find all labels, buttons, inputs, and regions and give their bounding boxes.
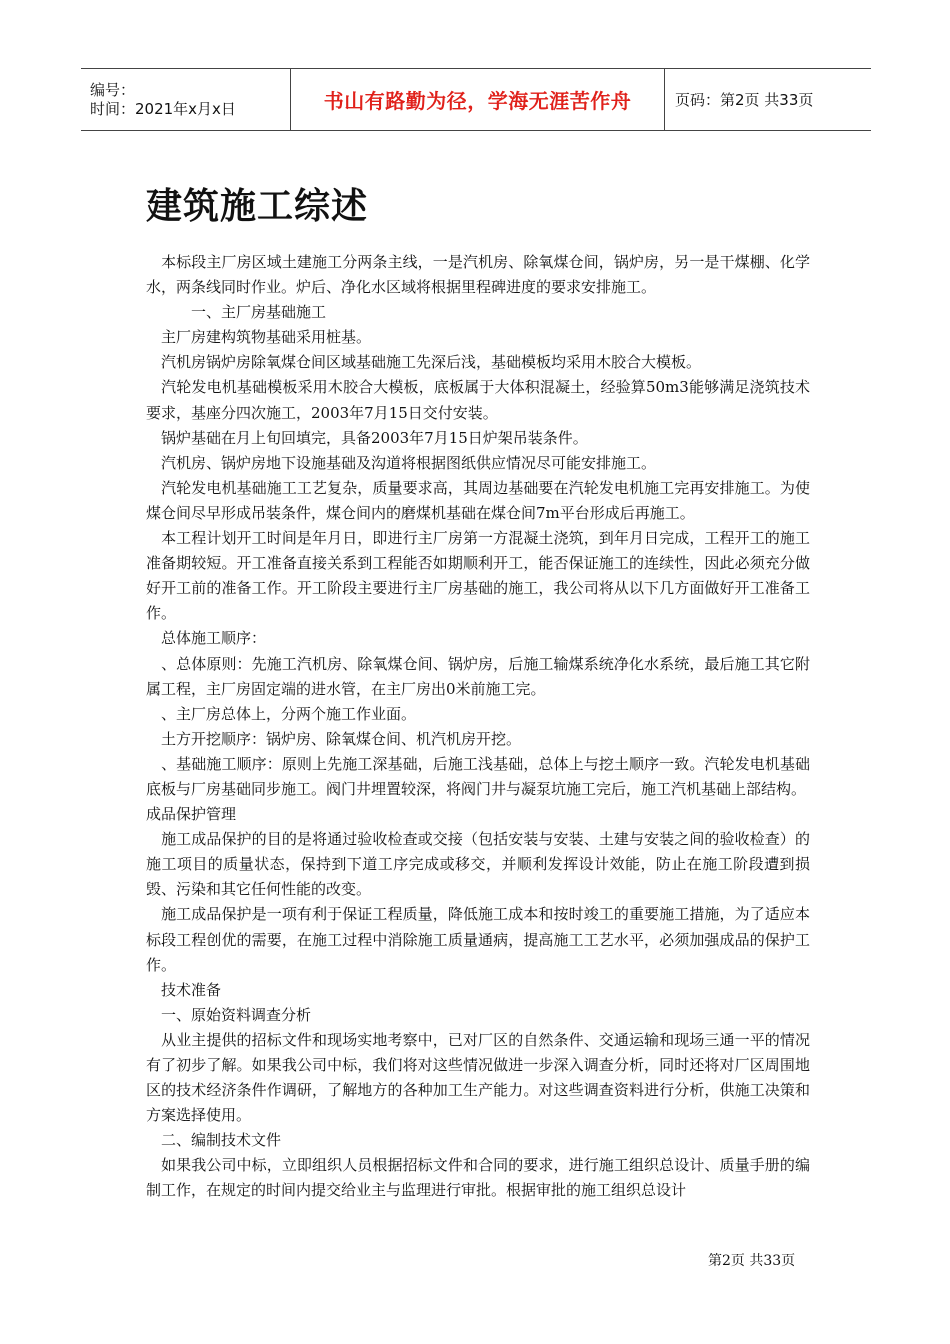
- header-page-cell: [665, 69, 871, 130]
- header-motto-cell: [290, 69, 665, 130]
- body-paragraph: 施工成品保护的目的是将通过验收检查或交接（包括安装与安装、土建与安装之间的验收检查）的施工项目的质量状态，保持到下道工序完成或移交，并顺利发挥设计效能，防止在施工阶段遭到损毁、污染和其它任何性能的改变。: [146, 830, 810, 899]
- body-paragraph: 本标段主厂房区域土建施工分两条主线，一是汽机房、除氧煤仓间，锅炉房，另一是干煤棚、化学水，两条线同时作业。炉后、净化水区域将根据里程碑进度的要求安排施工。: [146, 253, 810, 297]
- body-paragraph: 汽轮发电机基础施工工艺复杂，质量要求高，其周边基础要在汽轮发电机施工完再安排施工。为使煤仓间尽早形成吊装条件，煤仓间内的磨煤机基础在煤仓间7m平台形成后再施工。: [146, 478, 810, 522]
- body-paragraph: 、总体原则：先施工汽机房、除氧煤仓间、锅炉房，后施工输煤系统净化水系统，最后施工其它附属工程，主厂房固定端的进水管，在主厂房出0米前施工完。: [146, 654, 810, 698]
- body-paragraph: 成品保护管理: [146, 805, 237, 824]
- header-page-number: 页码：第2页 共33页: [675, 91, 814, 109]
- body-paragraph: 总体施工顺序：: [146, 629, 267, 648]
- body-paragraph: 本工程计划开工时间是年月日，即进行主厂房第一方混凝土浇筑，到年月日完成，工程开工的施工准备期较短。开工准备直接关系到工程能否如期顺利开工，能否保证施工的连续性，因此必须充分做好开工前的准备工作。开工阶段主要进行主厂房基础的施工，我公司将从以下几方面做好开工准备工作。: [146, 529, 810, 623]
- page-footer: 第2页 共33页: [708, 1253, 796, 1269]
- body-paragraph: 、主厂房总体上，分两个施工作业面。: [146, 704, 417, 723]
- body-paragraph: 主厂房建构筑物基础采用桩基。: [146, 328, 372, 347]
- header-motto: 书山有路勤为径，学海无涯苦作舟: [323, 89, 632, 113]
- document-title: 建筑施工综述: [146, 186, 369, 227]
- body-paragraph: 、基础施工顺序：原则上先施工深基础，后施工浅基础，总体上与挖土顺序一致。汽轮发电机基础底板与厂房基础同步施工。阀门井埋置较深，将阀门井与凝泵坑施工完后，施工汽机基础上部结构。: [146, 754, 810, 798]
- body-paragraph: 如果我公司中标，立即组织人员根据招标文件和合同的要求，进行施工组织总设计、质量手册的编制工作，在规定的时间内提交给业主与监理进行审批。根据审批的施工组织总设计: [146, 1156, 810, 1200]
- body-paragraph: 汽机房锅炉房除氧煤仓间区域基础施工先深后浅，基础模板均采用木胶合大模板。: [146, 353, 702, 372]
- document-number: 编号：: [90, 80, 136, 99]
- body-paragraph: 一、原始资料调查分析: [146, 1005, 312, 1024]
- body-paragraph: 一、主厂房基础施工: [146, 303, 327, 322]
- body-paragraph: 从业主提供的招标文件和现场实地考察中，已对厂区的自然条件、交通运输和现场三通一平的情况有了初步了解。如果我公司中标，我们将对这些情况做进一步深入调查分析，同时还将对厂区周围地区的技术经济条件作调研，了解地方的各种加工生产能力。对这些调查资料进行分析，供施工决策和方案选择使用。: [146, 1030, 810, 1125]
- body-paragraph: 技术准备: [146, 980, 222, 999]
- body-paragraph: 二、编制技术文件: [146, 1131, 282, 1150]
- body-paragraph: 土方开挖顺序：锅炉房、除氧煤仓间、机汽机房开挖。: [146, 729, 522, 748]
- page-header: [81, 68, 871, 131]
- body-paragraph: 汽轮发电机基础模板采用木胶合大模板，底板属于大体积混凝土，经验算50m3能够满足浇筑技术要求，基座分四次施工，2003年7月15日交付安装。: [146, 378, 810, 422]
- body-paragraph: 汽机房、锅炉房地下设施基础及沟道将根据图纸供应情况尽可能安排施工。: [146, 453, 657, 472]
- document-date: 时间：2021年x月x日: [90, 99, 236, 118]
- header-meta: [81, 69, 290, 130]
- body-paragraph: 施工成品保护是一项有利于保证工程质量，降低施工成本和按时竣工的重要施工措施，为了适应本标段工程创优的需要，在施工过程中消除施工质量通病，提高施工工艺水平，必须加强成品的保护工作。: [146, 905, 810, 974]
- body-paragraph: 锅炉基础在月上旬回填完，具备2003年7月15日炉架吊装条件。: [146, 428, 588, 447]
- document-body: [146, 250, 810, 1204]
